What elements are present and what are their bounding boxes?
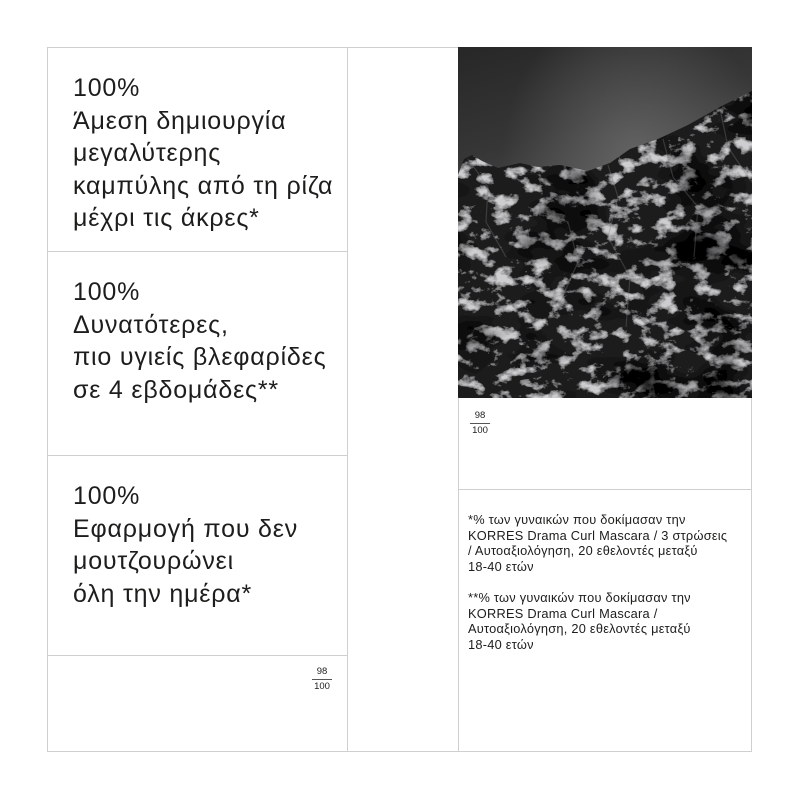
benefit-percent: 100% bbox=[73, 482, 141, 510]
score-denominator: 100 bbox=[314, 681, 330, 692]
footnote-line: Αυτοαξιολόγηση, 20 εθελοντές μεταξύ bbox=[468, 621, 691, 637]
footnote-line: KORRES Drama Curl Mascara / bbox=[468, 605, 658, 621]
footnote-line: / Αυτοαξιολόγηση, 20 εθελοντές μεταξύ bbox=[468, 543, 698, 559]
footnote-line: 18-40 ετών bbox=[468, 636, 534, 652]
benefit-text-line: Άμεση δημιουργία bbox=[73, 106, 287, 135]
footnote-line: *% των γυναικών που δοκίμασαν την bbox=[468, 512, 686, 527]
benefit-text-line: όλη την ημέρα* bbox=[73, 579, 253, 608]
benefit-text-line: μουτζουρώνει bbox=[73, 547, 234, 575]
score-fraction bbox=[311, 667, 333, 692]
benefit-percent: 100% bbox=[73, 74, 141, 102]
footnote-2 bbox=[468, 590, 751, 652]
benefit-card-no-smudge bbox=[47, 455, 348, 656]
footnote-line: 18-40 ετών bbox=[468, 558, 534, 574]
rock-photo bbox=[458, 47, 752, 398]
spacer-column bbox=[347, 47, 459, 752]
footnote-1 bbox=[468, 512, 751, 574]
benefit-percent: 100% bbox=[73, 278, 141, 306]
benefit-text-line: σε 4 εβδομάδες** bbox=[73, 375, 279, 404]
footnote-line: KORRES Drama Curl Mascara / 3 στρώσεις bbox=[468, 527, 728, 543]
benefit-text-line: Δυνατότερες, bbox=[73, 310, 229, 339]
benefit-card-curl bbox=[47, 47, 348, 252]
benefit-text-line: μεγαλύτερης bbox=[73, 139, 222, 167]
score-cell bbox=[47, 655, 348, 752]
footnote-line: **% των γυναικών που δοκίμασαν την bbox=[468, 589, 691, 605]
benefit-text-line: πιο υγιείς βλεφαρίδες bbox=[73, 343, 327, 371]
footnotes bbox=[458, 489, 752, 752]
score-numerator: 98 bbox=[470, 411, 490, 424]
score-fraction bbox=[469, 411, 491, 436]
score-numerator: 98 bbox=[312, 667, 332, 680]
score-denominator: 100 bbox=[472, 425, 488, 436]
benefit-card-stronger-lashes bbox=[47, 251, 348, 456]
benefit-text-line: μέχρι τις άκρες* bbox=[73, 204, 260, 232]
benefit-text-line: Εφαρμογή που δεν bbox=[73, 514, 298, 543]
benefit-text-line: καμπύλης από τη ρίζα bbox=[73, 171, 334, 200]
